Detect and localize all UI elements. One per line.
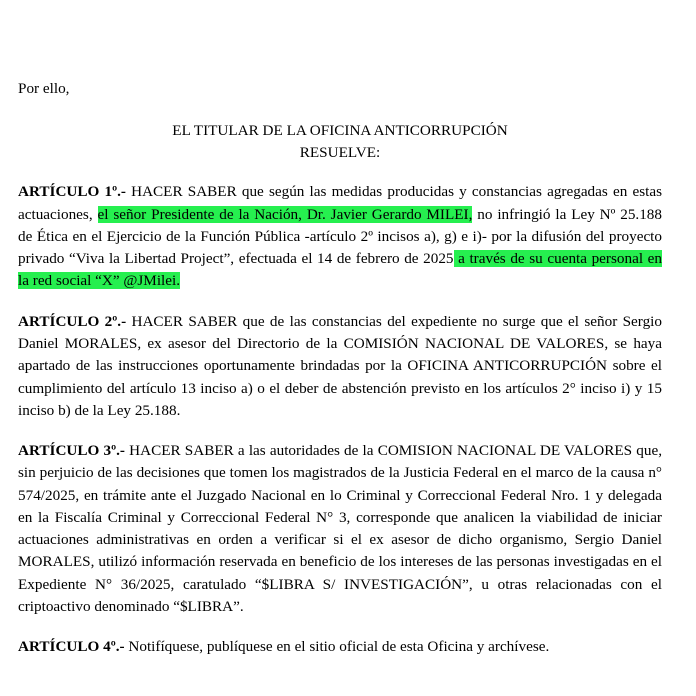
intro-paragraph: Por ello,: [18, 80, 70, 97]
heading-line-2: RESUELVE:: [299, 143, 381, 161]
article-1-highlight-1: el señor Presidente de la Nación, Dr. Javier Gerardo MILEI,: [97, 205, 473, 223]
article-3-text: HACER SABER a las autoridades de la COMISION NACIONAL DE VALORES que, sin perjuicio de las decisiones que tomen los magistrados de la Justicia Federal en el marco de la causa n° 574/2025, en trámite ante el Juzgado Nacional en lo Criminal y Correccional Federal Nro. 1 y delegada en la Fiscalía Criminal y Correccional Federal N° 3, corresponde que analicen la viabilidad de iniciar actuaciones administrativas en orden a verificar si el ex asesor de dicho organismo, Sergio Daniel MORALES, utilizó información reservada en beneficio de los intereses de las personas investigadas en el Expediente N° 36/2025, caratulado “$LIBRA S/ INVESTIGACIÓN”, u otras relacionadas con el criptoactivo denominado “$LIBRA”.: [18, 442, 662, 615]
article-2-text: HACER SABER que de las constancias del expediente no surge que el señor Sergio Daniel MORALES, ex asesor del Directorio de la COMISIÓN NACIONAL DE VALORES, se haya apartado de las instrucciones oportunamente brindadas por la OFICINA ANTICORRUPCIÓN sobre el cumplimiento del artículo 13 inciso a) o el deber de abstención previsto en los artículos 2° inciso i) y 15 inciso b) de la Ley 25.188.: [18, 312, 662, 419]
heading-line-1: EL TITULAR DE LA OFICINA ANTICORRUPCIÓN: [172, 122, 508, 140]
article-4-label: ARTÍCULO 4º.-: [18, 638, 125, 656]
article-4: [18, 636, 662, 658]
article-2-label: ARTÍCULO 2º.-: [18, 312, 127, 330]
article-3: [18, 440, 662, 618]
article-1-text-mid: no infringió la Ley Nº 25.188 de Ética en el Ejercicio de la Función Pública -artículo 2º incisos a), g) e i)- por la difusión del proyecto privado “Viva la Libertad Project”, efectuada el 14 de febrero de 2025: [18, 205, 662, 268]
article-1-text-before: HACER SABER que según las medidas producidas y constancias agregadas en estas actuaciones,: [18, 183, 662, 223]
article-3-label: ARTÍCULO 3º.-: [18, 442, 125, 460]
article-2: [18, 311, 662, 422]
document-body: [18, 78, 662, 658]
article-1-highlight-2: a través de su cuenta personal en la red social “X” @JMilei.: [18, 250, 662, 290]
article-4-text: Notifíquese, publíquese en el sitio oficial de esta Oficina y archívese.: [124, 638, 550, 656]
article-1-label: ARTÍCULO 1º.-: [18, 183, 126, 201]
article-1: [18, 181, 662, 292]
resolution-heading: [18, 120, 662, 163]
